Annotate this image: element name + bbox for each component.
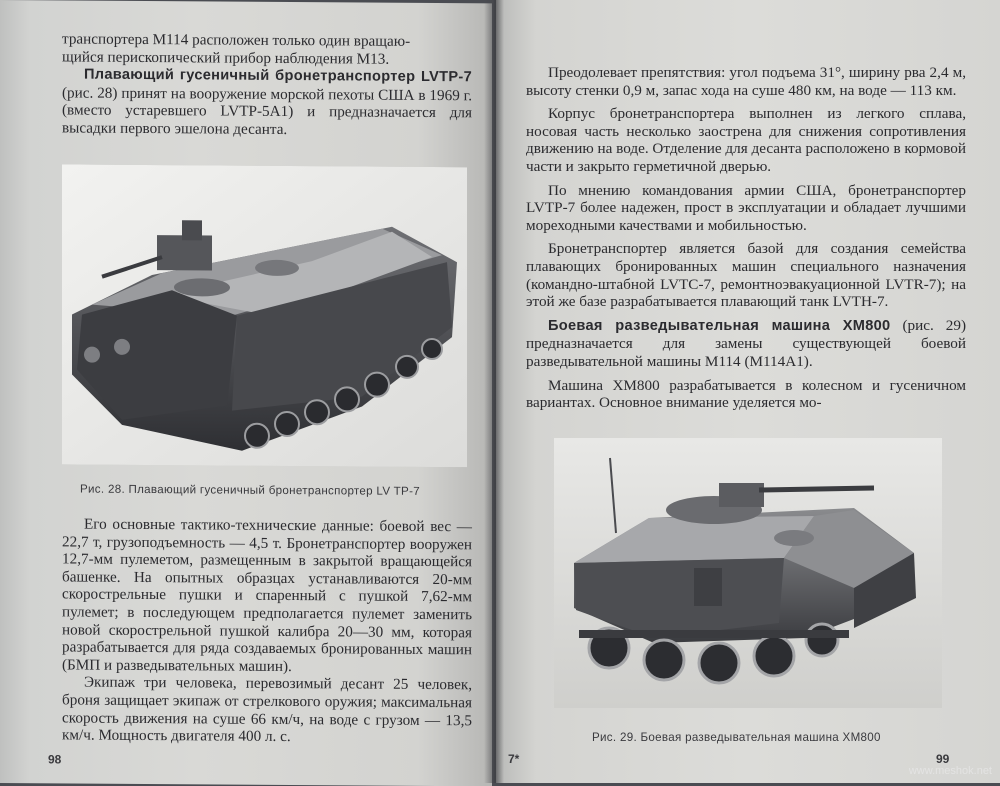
paragraph-hull: Корпус бронетранспортера выполнен из легкого сплава, носовая часть несколько заострена для снижения сопротивления движению на воде. Отделение для десанта расположено в кормовой части и закрыто герметичной дверью. bbox=[526, 105, 966, 175]
xm800-intro: (рис. 29) предназначается для замены существующей боевой разведывательной машины М114 (М114А1). bbox=[526, 316, 967, 370]
top-line-2: щийся перископический прибор наблюдения М13. bbox=[62, 48, 390, 68]
body-paragraph-2: Экипаж три человека, перевозимый десант 25 человек, броня защищает экипаж от стрелкового оружия; максимальная скорость движения на суше 66 км/ч, на воде с грузом — 13,5 км/ч. Мощность двигателя 400 л. с. bbox=[62, 673, 472, 746]
figure-28-caption: Рис. 28. Плавающий гусеничный бронетранспортер LV TP-7 bbox=[80, 482, 420, 498]
left-page-text-top bbox=[62, 30, 472, 139]
book-gutter bbox=[484, 0, 504, 783]
section-heading-xm800: Боевая разведывательная машина ХМ800 bbox=[548, 317, 891, 334]
left-page bbox=[0, 0, 492, 786]
xm800-section bbox=[526, 317, 966, 371]
paragraph-family: Бронетранспортер является базой для создания семейства плавающих бронированных машин специального назначения (командно-штабной LVTC-7, ремонтноэвакуационной LVTR-7); на этой же базе разрабатывается плавающий танк LVTH-7. bbox=[526, 240, 966, 311]
body-paragraph-1: Его основные тактико-технические данные: боевой вес — 22,7 т, грузоподъемность — 4,5 т. Бронетранспортер вооружен 12,7-мм пулеметом, размещенным в закрытой вращающейся башенке. На опытных образцах устанавливаются 20-мм скорострельные пушки и спаренный с пушкой 7,62-мм пулемет; в последующем предполагается пулемет заменить новой скорострельной пушкой калибра 20—30 мм, которая разрабатывается для ряда создаваемых бронированных машин (БМП и разведывательных машин). bbox=[62, 515, 472, 675]
figure-28-photo bbox=[62, 164, 467, 467]
xm800-vehicle-image bbox=[554, 438, 942, 708]
paragraph-obstacles: Преодолевает препятствия: угол подъема 31°, ширину рва 2,4 м, высоту стенки 0,9 м, запас хода на суше 480 км, на воде — 113 км. bbox=[526, 64, 966, 99]
top-line-1: транспортера М114 расположен только один вращаю- bbox=[62, 30, 411, 50]
figure-29-photo bbox=[554, 438, 942, 708]
right-page-text-top bbox=[526, 64, 966, 412]
page-number-right: 99 bbox=[936, 752, 950, 766]
lvtp7-intro: (рис. 28) принят на вооружение морской пехоты США в 1969 г. (вместо устаревшего LVTP-5A1) и предназначается для высадки первого эшелона десанта. bbox=[62, 84, 472, 138]
paragraph-opinion: По мнению командования армии США, бронетранспортер LVTP-7 более надежен, прост в эксплуатации и обладает лучшими мореходными качествами и мобильностью. bbox=[526, 181, 966, 234]
lvtp7-vehicle-image bbox=[62, 164, 467, 467]
page-number-left: 98 bbox=[48, 752, 62, 767]
signature-mark: 7* bbox=[508, 752, 520, 766]
left-page-text-body bbox=[62, 515, 472, 747]
figure-29-caption: Рис. 29. Боевая разведывательная машина ХМ800 bbox=[592, 731, 881, 744]
section-heading-lvtp7: Плавающий гусеничный бронетранспортер LVTP-7 bbox=[84, 66, 472, 86]
watermark: www.meshok.net bbox=[908, 765, 992, 777]
lvtp7-section bbox=[62, 66, 472, 140]
right-page bbox=[496, 0, 1000, 783]
paragraph-variants: Машина ХМ800 разрабатывается в колесном и гусеничном вариантах. Основное внимание уделяется мо- bbox=[526, 376, 966, 412]
